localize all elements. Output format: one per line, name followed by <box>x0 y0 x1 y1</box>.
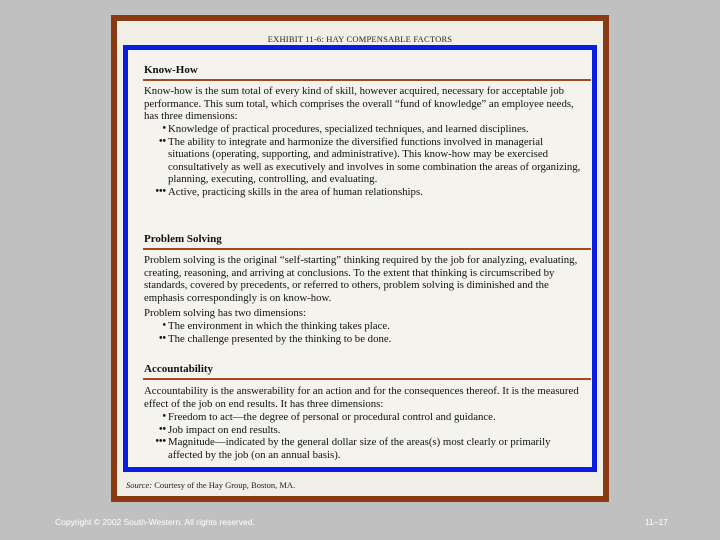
list-item <box>144 436 584 461</box>
bullet-text: Active, practicing skills in the area of human relationships. <box>168 185 423 198</box>
bullet-marker: •• <box>158 135 166 147</box>
list-item <box>144 186 584 199</box>
source-label: Source: <box>126 480 153 490</box>
bullet-text: The challenge presented by the thinking to be done. <box>168 332 392 345</box>
problem-solving-dimensions-intro: Problem solving has two dimensions: <box>144 307 306 319</box>
section-divider <box>143 79 591 81</box>
bullet-marker: ••• <box>155 436 166 448</box>
bullet-text: The environment in which the thinking takes place. <box>168 320 390 332</box>
section-title-problem-solving: Problem Solving <box>144 233 222 245</box>
problem-solving-bullet-list <box>144 320 584 345</box>
bullet-marker: •• <box>158 332 166 344</box>
copyright-notice: Copyright © 2002 South-Western. All rights reserved. <box>55 517 255 527</box>
bullet-marker: • <box>162 411 166 422</box>
source-note <box>126 480 295 490</box>
exhibit-content-box <box>123 45 597 472</box>
list-item <box>144 136 584 186</box>
exhibit-title: EXHIBIT 11-6: HAY COMPENSABLE FACTORS <box>267 34 453 44</box>
bullet-text: Magnitude—indicated by the general dollar size of the areas(s) most clearly or primarily affected by the job (on an annual basis). <box>168 436 551 461</box>
bullet-marker: • <box>162 123 166 134</box>
list-item <box>144 424 584 437</box>
bullet-marker: •• <box>158 423 166 435</box>
list-item <box>144 333 584 346</box>
slide-number: 11–17 <box>645 517 669 527</box>
exhibit-page <box>117 21 603 496</box>
list-item <box>144 320 584 333</box>
accountability-bullet-list <box>144 411 584 461</box>
bullet-marker: ••• <box>155 185 166 197</box>
bullet-text: Knowledge of practical procedures, specialized techniques, and learned disciplines. <box>168 123 529 135</box>
know-how-paragraph: Know-how is the sum total of every kind of skill, however acquired, necessary for acceptable job performance. This sum total, which comprises the overall “fund of knowledge” an employee needs, has three dimensions: <box>144 85 574 123</box>
bullet-text: Freedom to act—the degree of personal or procedural control and guidance. <box>168 411 496 423</box>
know-how-bullet-list <box>144 123 584 199</box>
section-title-accountability: Accountability <box>144 363 214 375</box>
section-divider <box>143 248 591 250</box>
problem-solving-paragraph: Problem solving is the original “self-starting” thinking required by the job for analyzing, evaluating, creating, reasoning, and arriving at conclusions. To the extent that thinking is circumscribed by standards, covered by precedents, or referred to others, problem solving is diminished and the emphasis correspondingly is on know-how. <box>144 254 578 304</box>
accountability-paragraph: Accountability is the answerability for an action and for the consequences thereof. It is the measured effect of the job on end results. It has three dimensions: <box>144 385 579 410</box>
section-title-know-how: Know-How <box>144 64 198 76</box>
list-item <box>144 411 584 424</box>
source-text: Courtesy of the Hay Group, Boston, MA. <box>152 480 296 490</box>
list-item <box>144 123 584 136</box>
bullet-marker: • <box>162 320 166 331</box>
bullet-text: Job impact on end results. <box>168 423 281 436</box>
section-divider <box>143 378 591 380</box>
bullet-text: The ability to integrate and harmonize the diversified functions involved in managerial situations (operating, supporting, and administrative). This know-how may be exercised consultatively as well as executively and involves in some combination the areas of organizing, planning, executing, controlling, and evaluating. <box>168 135 581 186</box>
exhibit-frame <box>111 15 609 502</box>
